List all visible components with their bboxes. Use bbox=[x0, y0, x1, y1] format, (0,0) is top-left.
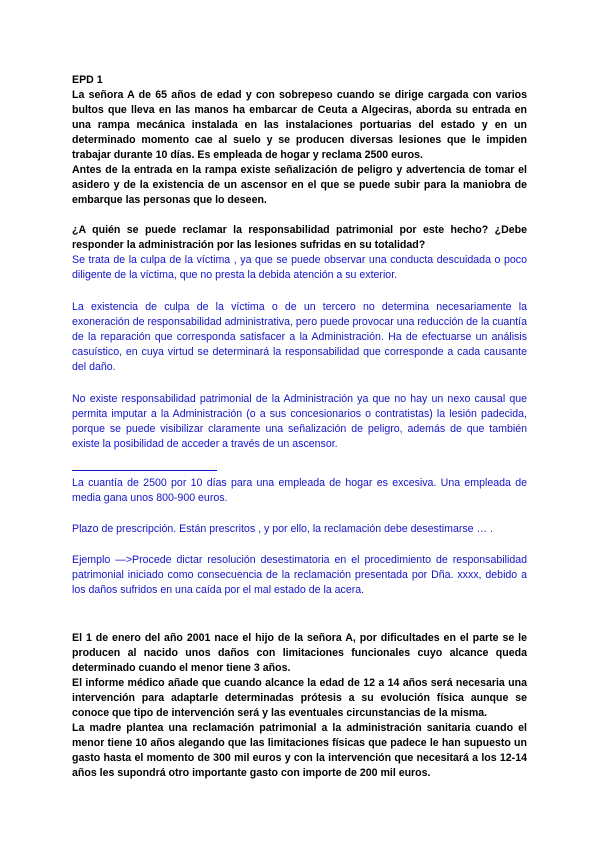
answer-paragraph: La existencia de culpa de la víctima o de un tercero no determina necesariamente la exoneración de responsabilidad administrativa, pero puede provocar una reducción de la cuantía de la reparación que corresponda satisfacer a la Administración. Ha de efectuarse un análisis casuístico, en cuya virtud se determinará la responsabilidad que corresponde a cada causante del daño. bbox=[72, 301, 527, 373]
doc-title: EPD 1 bbox=[72, 74, 103, 86]
answer-paragraph: No existe responsabilidad patrimonial de la Administración ya que no hay un nexo causal que permita imputar a la Administración (o a sus concesionarios o contratistas) la lesión padecida, porque se puede visibilizar claramente una señalización de peligro, además de que también existe la posibilidad de acceder a través de un ascensor. bbox=[72, 393, 527, 450]
case2-paragraph: El informe médico añade que cuando alcance la edad de 12 a 14 años será necesaria una intervención para adaptarle determinadas prótesis a su evolución física aunque se conoce que tipo de intervención será y las eventuales circunstancias de la misma. bbox=[72, 677, 527, 719]
question-paragraph: ¿A quién se puede reclamar la responsabilidad patrimonial por este hecho? ¿Debe responder la administración por las lesiones sufridas en su totalidad? bbox=[72, 224, 527, 251]
note-paragraph: Plazo de prescripción. Están prescritos , y por ello, la reclamación debe desestimarse … . bbox=[72, 523, 493, 535]
case1-paragraph: La señora A de 65 años de edad y con sobrepeso cuando se dirige cargada con varios bultos que lleva en las manos ha embarcar de Ceuta a Algeciras, aborda su entrada en una rampa mecánica instalada en las instalaciones portuarias del estado y en un determinado momento cae al suelo y se producen diversas lesiones que le impiden trabajar durante 10 días. Es empleada de hogar y reclama 2500 euros. bbox=[72, 89, 527, 161]
note-paragraph: Ejemplo —>Procede dictar resolución desestimatoria en el procedimiento de responsabilidad patrimonial iniciado como consecuencia de la reclamación presentada por Dña. xxxx, debido a los daños sufridos en una caída por el mal estado de la acera. bbox=[72, 554, 527, 596]
document-page bbox=[72, 73, 527, 781]
case2-paragraph: El 1 de enero del año 2001 nace el hijo de la señora A, por dificultades en el parte se le producen al nacido unos daños con limitaciones funcionales cuyo alcance queda determinado cuando el menor tiene 3 años. bbox=[72, 632, 527, 674]
case2-paragraph: La madre plantea una reclamación patrimonial a la administración sanitaria cuando el menor tiene 10 años alegando que las limitaciones físicas que padece le han supuesto un gasto hasta el momento de 300 mil euros y con la intervención que necesitará a los 12-14 años les supondrá otro importante gasto con importe de 200 mil euros. bbox=[72, 722, 527, 779]
note-paragraph: La cuantía de 2500 por 10 días para una empleada de hogar es excesiva. Una empleada de media gana unos 800-900 euros. bbox=[72, 477, 527, 504]
separator-line bbox=[72, 470, 217, 471]
case1-paragraph: Antes de la entrada en la rampa existe señalización de peligro y advertencia de tomar el asidero y de la existencia de un ascensor en el que se puede subir para la maniobra de embarque las personas que lo deseen. bbox=[72, 164, 527, 206]
answer-paragraph: Se trata de la culpa de la víctima , ya que se puede observar una conducta descuidada o poco diligente de la víctima, que no presta la debida atención a su exterior. bbox=[72, 254, 527, 281]
